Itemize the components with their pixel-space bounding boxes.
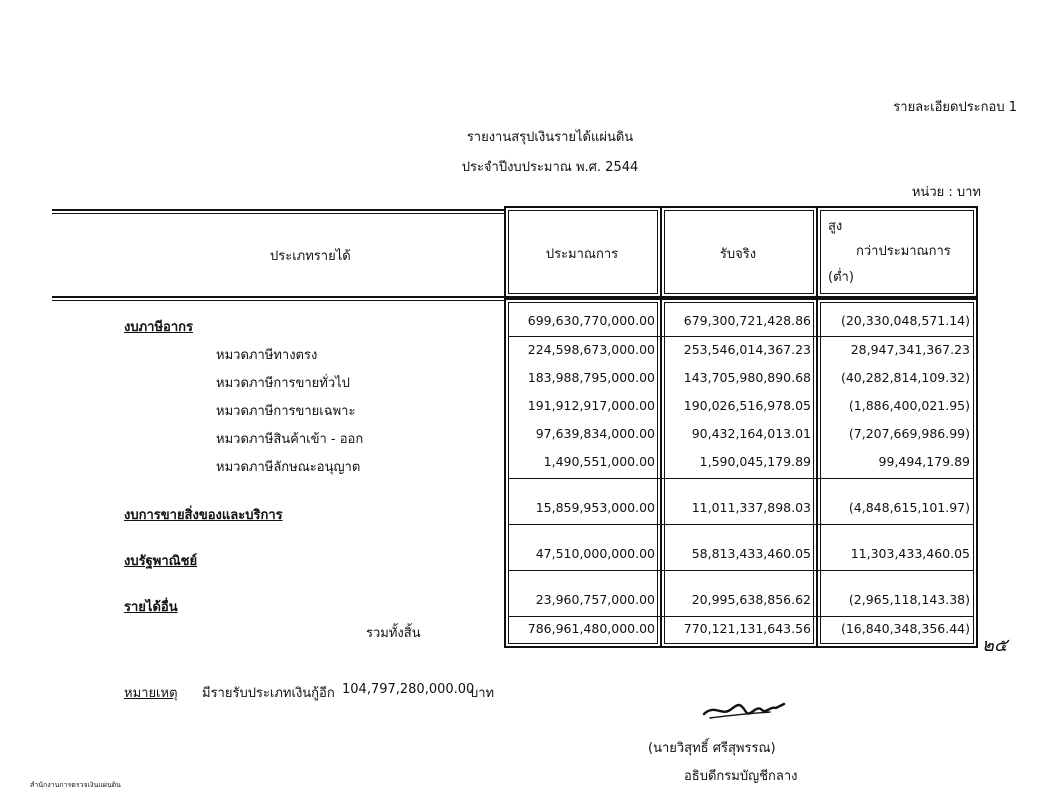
category-label: หมวดภาษีสินค้าเข้า - ออก	[216, 432, 364, 447]
header-diff-high: สูง	[828, 219, 843, 234]
row-separator	[508, 570, 974, 571]
diff-cell: (2,965,118,143.38)	[848, 592, 970, 607]
note-text: มีรายรับประเภทเงินกู้อีก	[202, 686, 335, 701]
actual-cell: 679,300,721,428.86	[683, 313, 811, 328]
diff-cell: (7,207,669,986.99)	[848, 426, 970, 441]
section-label: งบการขายสิ่งของและบริการ	[124, 508, 283, 523]
diff-cell: 99,494,179.89	[878, 454, 970, 469]
actual-cell: 190,026,516,978.05	[683, 398, 811, 413]
header-top-rule	[52, 209, 504, 211]
budget-cell: 23,960,757,000.00	[535, 592, 655, 607]
diff-cell: (40,282,814,109.32)	[840, 370, 970, 385]
page-number: ๒๕	[982, 635, 1008, 656]
header-top-rule-inner	[52, 213, 504, 214]
diff-cell: (20,330,048,571.14)	[840, 313, 970, 328]
total-actual: 770,121,131,643.56	[683, 621, 811, 636]
budget-cell: 47,510,000,000.00	[535, 546, 655, 561]
category-label: หมวดภาษีทางตรง	[216, 348, 318, 363]
row-separator	[508, 478, 974, 479]
header-diff-low: (ต่ำ)	[828, 270, 854, 285]
header-actual: รับจริง	[719, 247, 757, 262]
budget-cell: 15,859,953,000.00	[535, 500, 655, 515]
budget-cell: 224,598,673,000.00	[527, 342, 655, 357]
actual-cell: 1,590,045,179.89	[699, 454, 811, 469]
actual-cell: 11,011,337,898.03	[691, 500, 811, 515]
note-amount: 104,797,280,000.00	[342, 682, 475, 697]
actual-cell: 20,995,638,856.62	[691, 592, 811, 607]
category-label: หมวดภาษีการขายทั่วไป	[216, 376, 350, 391]
section-label: รายได้อื่น	[124, 600, 178, 615]
actual-cell: 253,546,014,367.23	[683, 342, 811, 357]
budget-cell: 1,490,551,000.00	[543, 454, 655, 469]
header-budget: ประมาณการ	[545, 247, 619, 262]
header-bottom-rule-inner	[52, 300, 504, 301]
header-diff-mid: กว่าประมาณการ	[856, 244, 951, 259]
signature-mark	[700, 698, 790, 724]
actual-cell: 90,432,164,013.01	[691, 426, 811, 441]
diff-cell: (1,886,400,021.95)	[848, 398, 970, 413]
category-label: หมวดภาษีการขายเฉพาะ	[216, 404, 356, 419]
row-separator	[508, 524, 974, 525]
diff-cell: 28,947,341,367.23	[850, 342, 970, 357]
category-label: หมวดภาษีลักษณะอนุญาต	[216, 460, 361, 475]
budget-cell: 183,988,795,000.00	[527, 370, 655, 385]
row-separator	[508, 336, 974, 337]
budget-cell: 97,639,834,000.00	[535, 426, 655, 441]
budget-cell: 191,912,917,000.00	[527, 398, 655, 413]
actual-cell: 143,705,980,890.68	[683, 370, 811, 385]
page-subtitle: ประจำปีงบประมาณ พ.ศ. 2544	[461, 160, 639, 175]
row-separator	[508, 616, 974, 617]
total-label: รวมทั้งสิ้น	[366, 626, 421, 641]
header-type: ประเภทรายได้	[270, 249, 351, 264]
total-budget: 786,961,480,000.00	[527, 621, 655, 636]
budget-cell: 699,630,770,000.00	[527, 313, 655, 328]
signer-position: อธิบดีกรมบัญชีกลาง	[684, 769, 798, 784]
diff-cell: 11,303,433,460.05	[850, 546, 970, 561]
section-label: งบรัฐพาณิชย์	[124, 554, 198, 569]
diff-cell: (4,848,615,101.97)	[848, 500, 970, 515]
footer-text: สำนักงานการตรวจเงินแผ่นดิน	[30, 781, 121, 789]
section-label: งบภาษีอากร	[124, 320, 193, 335]
note-label: หมายเหตุ	[124, 686, 178, 701]
header-bottom-rule	[52, 296, 504, 298]
actual-cell: 58,813,433,460.05	[691, 546, 811, 561]
unit-label: หน่วย : บาท	[911, 185, 981, 200]
attachment-label: รายละเอียดประกอบ 1	[893, 100, 1017, 115]
page-title: รายงานสรุปเงินรายได้แผ่นดิน	[466, 130, 634, 145]
note-unit: บาท	[470, 686, 495, 701]
total-diff: (16,840,348,356.44)	[840, 621, 970, 636]
signer-name: (นายวิสุทธิ์ ศรีสุพรรณ)	[648, 741, 776, 756]
